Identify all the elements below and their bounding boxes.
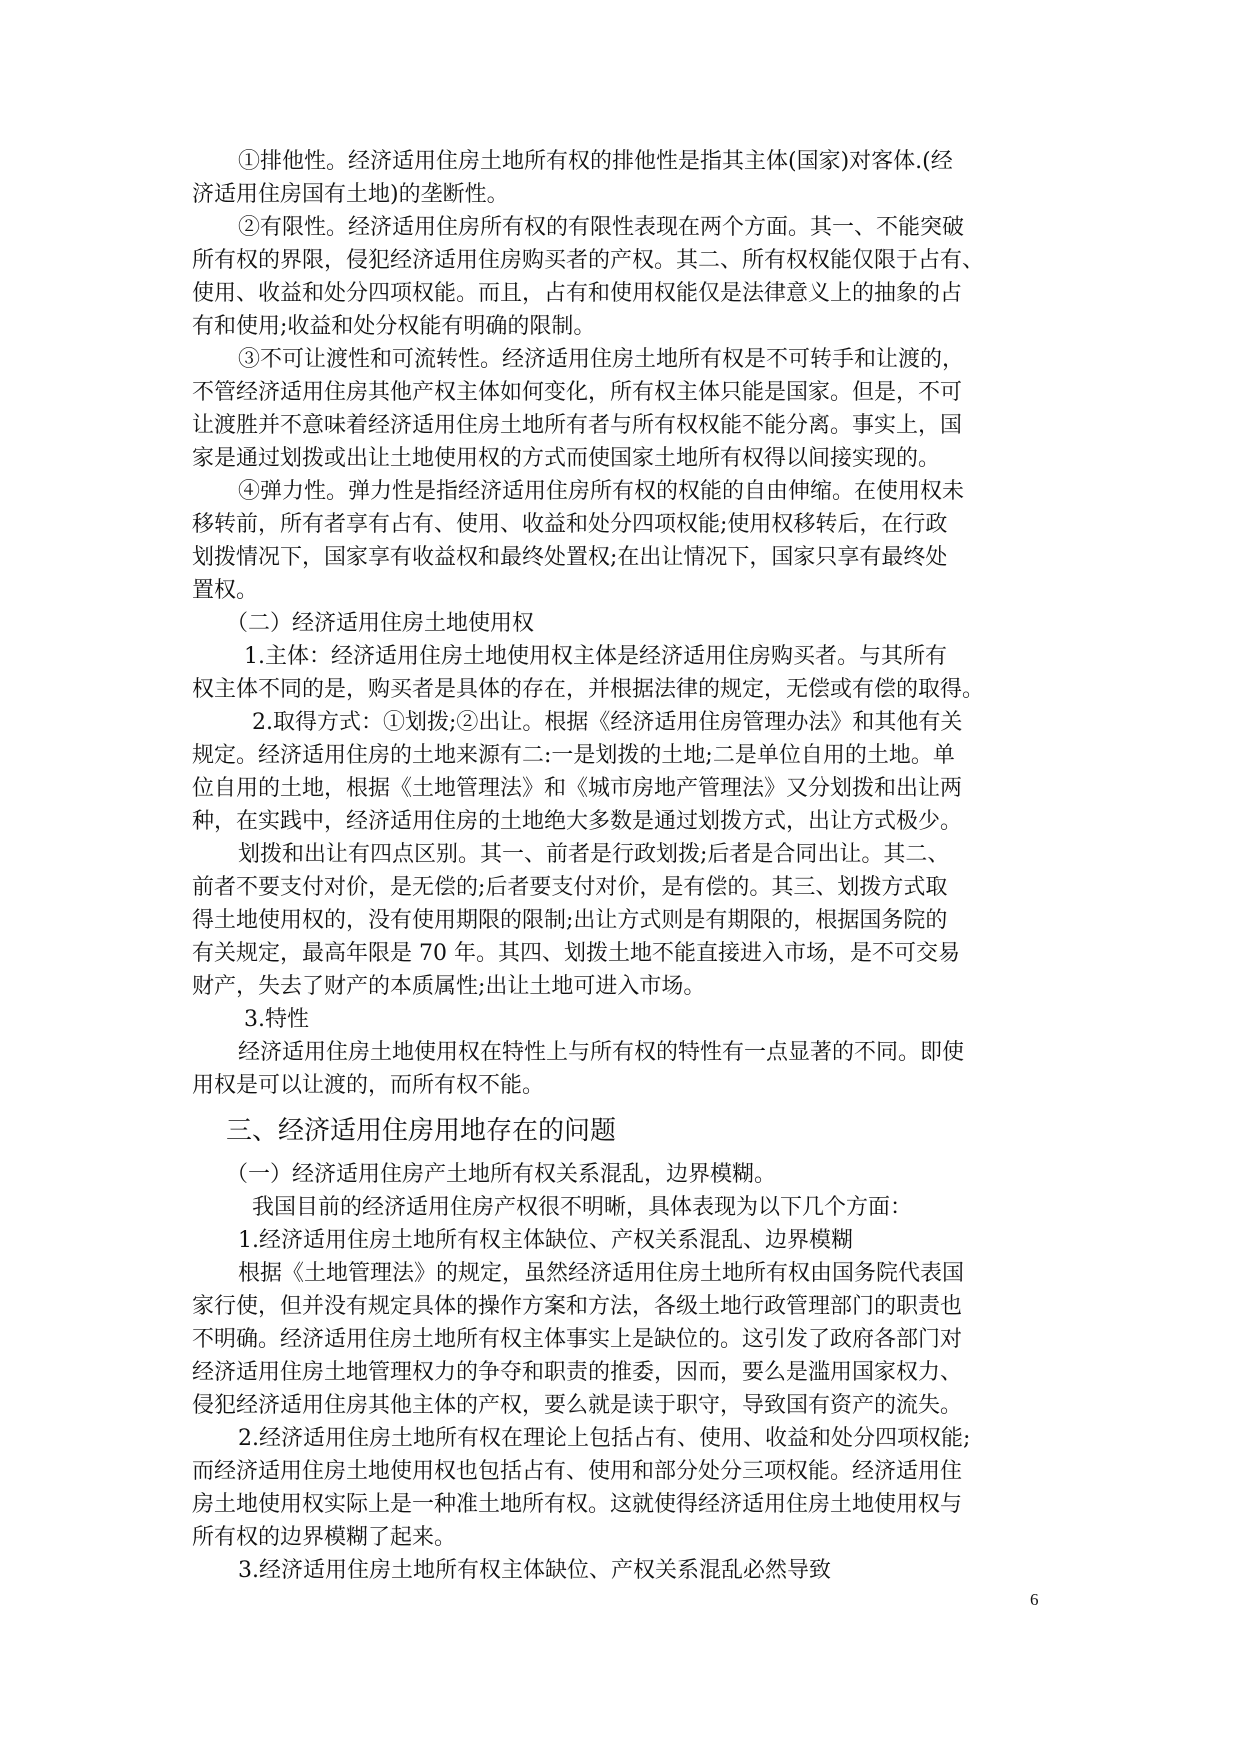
text-line: 有和使用;收益和处分权能有明确的限制。: [192, 314, 596, 339]
text-line: 经济适用住房土地管理权力的争夺和职责的推委，因而，要么是滥用国家权力、: [192, 1360, 963, 1385]
section-heading: 三、经济适用住房用地存在的问题: [226, 1116, 617, 1146]
text-line: 有关规定，最高年限是 70 年。其四、划拨土地不能直接进入市场，是不可交易: [192, 941, 960, 966]
text-line: 家是通过划拨或出让土地使用权的方式而使国家土地所有权得以间接实现的。: [192, 446, 941, 471]
text-line: 家行使，但并没有规定具体的操作方案和方法，各级土地行政管理部门的职责也: [192, 1294, 963, 1319]
body-text-section-1: [192, 145, 1054, 1102]
text-line: 2.取得方式：①划拨;②出让。根据《经济适用住房管理办法》和其他有关: [252, 710, 963, 735]
page-body: [192, 145, 1054, 1587]
text-line: 使用、收益和处分四项权能。而且，占有和使用权能仅是法律意义上的抽象的占: [192, 281, 963, 306]
text-line: 权主体不同的是，购买者是具体的存在，并根据法律的规定，无偿或有偿的取得。: [192, 677, 985, 702]
text-line: 经济适用住房土地使用权在特性上与所有权的特性有一点显著的不同。即使: [238, 1040, 965, 1065]
text-line: 所有权的边界模糊了起来。: [192, 1525, 457, 1550]
text-line: 得土地使用权的，没有使用期限的限制;出让方式则是有期限的，根据国务院的: [192, 908, 948, 933]
text-line: 3.经济适用住房土地所有权主体缺位、产权关系混乱必然导致: [238, 1558, 831, 1583]
text-line: 不明确。经济适用住房土地所有权主体事实上是缺位的。这引发了政府各部门对: [192, 1327, 963, 1352]
text-line: 前者不要支付对价，是无偿的;后者要支付对价，是有偿的。其三、划拨方式取: [192, 875, 948, 900]
text-line: 种，在实践中，经济适用住房的土地绝大多数是通过划拨方式，出让方式极少。: [192, 809, 963, 834]
text-line: 1.主体：经济适用住房土地使用权主体是经济适用住房购买者。与其所有: [244, 644, 947, 669]
text-line: 财产，失去了财产的本质属性;出让土地可进入市场。: [192, 974, 706, 999]
text-line: 我国目前的经济适用住房产权很不明晰，具体表现为以下几个方面：: [252, 1195, 913, 1220]
text-line: 济适用住房国有土地)的垄断性。: [192, 182, 509, 207]
text-line: 置权。: [192, 578, 259, 603]
text-line: 1.经济适用住房土地所有权主体缺位、产权关系混乱、边界模糊: [238, 1228, 853, 1253]
text-line: 位自用的土地，根据《土地管理法》和《城市房地产管理法》又分划拨和出让两: [192, 776, 963, 801]
text-line: ①排他性。经济适用住房土地所有权的排他性是指其主体(国家)对客体.(经: [238, 149, 953, 174]
text-line: 不管经济适用住房其他产权主体如何变化，所有权主体只能是国家。但是，不可: [192, 380, 963, 405]
text-line: 根据《土地管理法》的规定，虽然经济适用住房土地所有权由国务院代表国: [238, 1261, 965, 1286]
text-line: 用权是可以让渡的，而所有权不能。: [192, 1073, 545, 1098]
text-line: （二）经济适用住房土地使用权: [226, 611, 535, 636]
text-line: 划拨和出让有四点区别。其一、前者是行政划拨;后者是合同出让。其二、: [238, 842, 950, 867]
text-line: ④弹力性。弹力性是指经济适用住房所有权的权能的自由伸缩。在使用权未: [238, 479, 965, 504]
text-line: 划拨情况下，国家享有收益权和最终处置权;在出让情况下，国家只享有最终处: [192, 545, 948, 570]
text-line: 侵犯经济适用住房其他主体的产权，要么就是读于职守，导致国有资产的流失。: [192, 1393, 963, 1418]
text-line: 规定。经济适用住房的土地来源有二:一是划拨的土地;二是单位自用的土地。单: [192, 743, 955, 768]
text-line: 让渡胜并不意味着经济适用住房土地所有者与所有权权能不能分离。事实上，国: [192, 413, 963, 438]
text-line: 而经济适用住房土地使用权也包括占有、使用和部分处分三项权能。经济适用住: [192, 1459, 963, 1484]
text-line: 房土地使用权实际上是一种准土地所有权。这就使得经济适用住房土地使用权与: [192, 1492, 963, 1517]
text-line: ③不可让渡性和可流转性。经济适用住房土地所有权是不可转手和让渡的，: [238, 347, 965, 372]
text-line: ②有限性。经济适用住房所有权的有限性表现在两个方面。其一、不能突破: [238, 215, 965, 240]
page-number: 6: [1030, 1590, 1039, 1609]
text-line: 3.特性: [244, 1007, 309, 1032]
body-text-section-2: [192, 1158, 1054, 1587]
text-line: （一）经济适用住房产土地所有权关系混乱，边界模糊。: [226, 1162, 777, 1187]
text-line: 2.经济适用住房土地所有权在理论上包括占有、使用、收益和处分四项权能;: [238, 1426, 971, 1451]
text-line: 移转前，所有者享有占有、使用、收益和处分四项权能;使用权移转后，在行政: [192, 512, 948, 537]
text-line: 所有权的界限，侵犯经济适用住房购买者的产权。其二、所有权权能仅限于占有、: [192, 248, 985, 273]
